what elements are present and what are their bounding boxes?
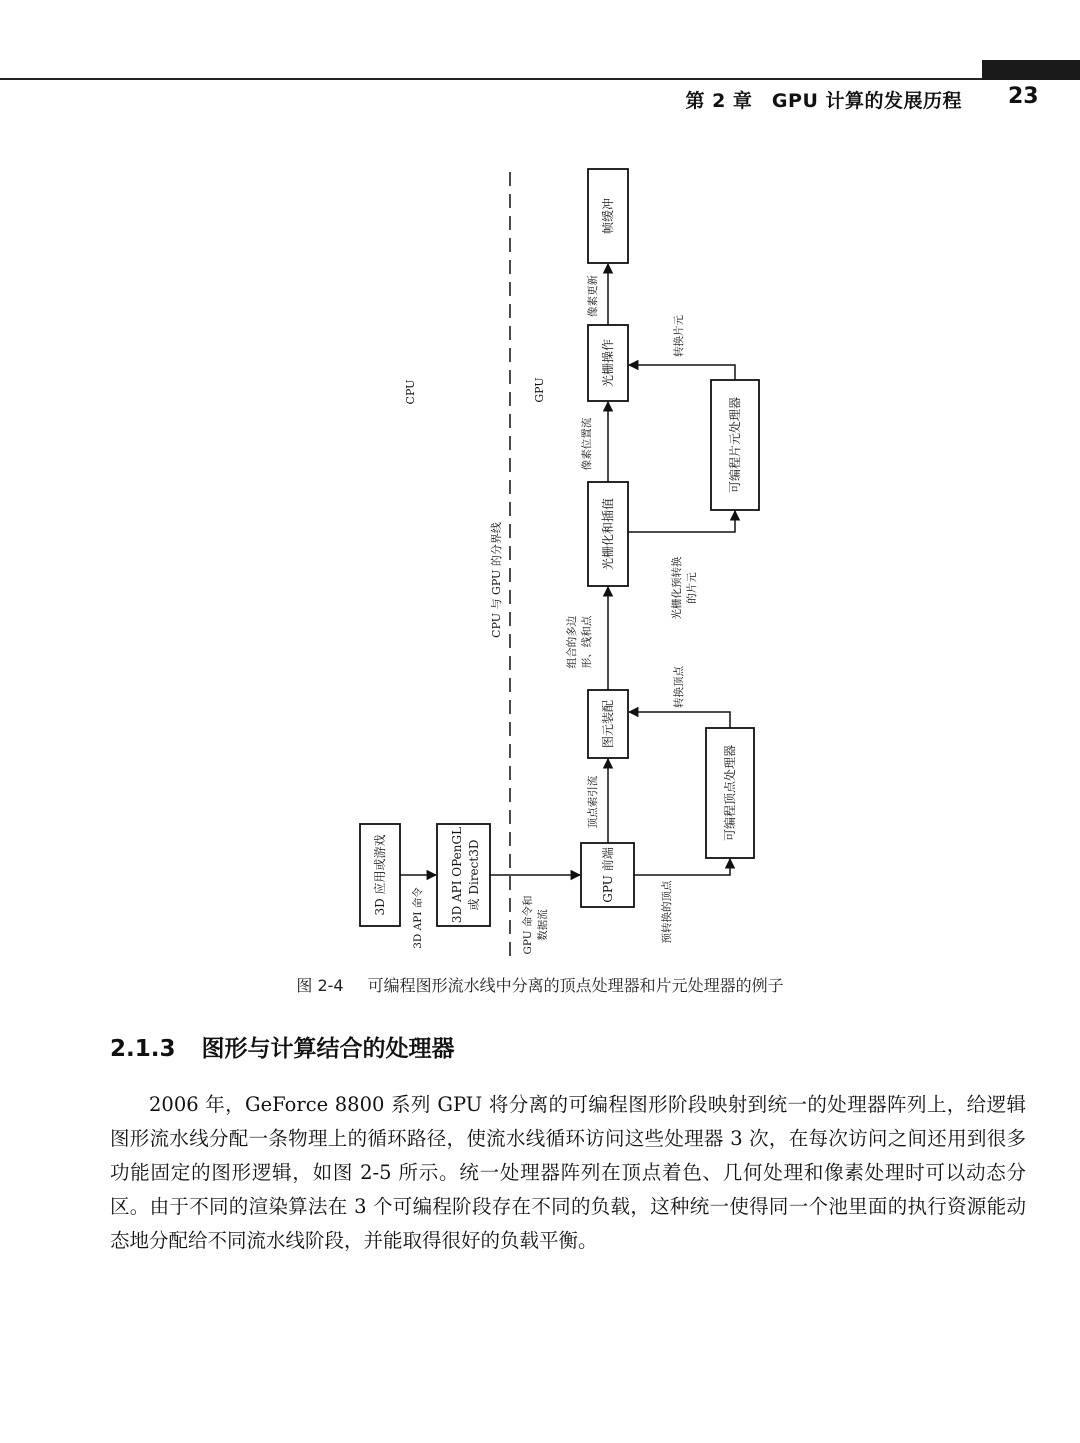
body-paragraph: 2006 年，GeForce 8800 系列 GPU 将分离的可编程图形阶段映射到统一的处理器阵列上，给逻辑图形流水线分配一条物理上的循环路径，使流水线循环访问这些处理器 3 次，在每次访问之间还用到很多功能固定的图形逻辑，如图 2-5 所示。统一处理器阵列在顶点着色、几何处理和像素处理时可以动态分区。由于不同的渲染算法在 3 个可编程阶段存在不同的负载，这种统一使得同一个池里面的执行资源能动态地分配给不同流水线阶段，并能取得很好的负载平衡。 — [110, 1093, 1026, 1252]
edge-label-api-command: 3D API 命令 — [412, 887, 424, 949]
edge-label-gpu-command-2: 数据流 — [537, 909, 549, 941]
edge-label-transformed-vertex: 转换顶点 — [673, 666, 685, 708]
fragment-processor-label: 可编程片元处理器 — [728, 396, 742, 494]
primitive-assembly-label: 图元装配 — [601, 699, 615, 749]
arrow-rasterization-to-fragment-processor — [628, 511, 735, 532]
raster-operations-label: 光栅操作 — [601, 338, 615, 388]
app-box-label: 3D 应用或游戏 — [373, 834, 387, 916]
framebuffer-label: 帧缓冲 — [601, 197, 615, 235]
arrow-front-end-to-vertex-processor — [634, 859, 730, 875]
running-header: 第 2 章 GPU 计算的发展历程 — [685, 90, 962, 112]
page-number: 23 — [1008, 84, 1039, 109]
edge-label-pre-fragment-2: 的片元 — [686, 572, 698, 604]
figure-caption — [0, 973, 1080, 996]
section-number: 2.1.3 — [110, 1036, 176, 1062]
edge-label-transformed-fragment: 转换片元 — [673, 315, 685, 357]
section-title: 图形与计算结合的处理器 — [201, 1036, 455, 1062]
arrow-fragment-processor-to-raster-operations — [629, 365, 735, 380]
boundary-label: CPU 与 GPU 的分界线 — [490, 522, 503, 638]
edge-label-pixel-update: 像素更新 — [587, 275, 599, 317]
api-box-label-1: 3D API OPenGL — [450, 826, 464, 924]
edge-label-pixel-position: 像素位置流 — [581, 417, 593, 471]
cpu-label: CPU — [404, 379, 417, 405]
edge-label-assembled-2: 形、线和点 — [581, 615, 593, 669]
vertex-processor-label: 可编程顶点处理器 — [723, 744, 737, 842]
edge-label-gpu-command-1: GPU 命令和 — [522, 895, 534, 955]
arrow-vertex-processor-to-assembly — [629, 712, 730, 728]
figure-caption-text: 可编程图形流水线中分离的顶点处理器和片元处理器的例子 — [367, 976, 784, 995]
gpu-label: GPU — [533, 377, 546, 403]
rasterization-label: 光栅化和插值 — [601, 497, 615, 571]
edge-label-vertex-index: 顶点索引流 — [587, 775, 599, 829]
figure-number: 图 2-4 — [296, 976, 344, 995]
edge-label-pre-vertex: 预转换的顶点 — [661, 880, 673, 944]
edge-label-pre-fragment-1: 光栅化预转换 — [671, 556, 683, 620]
section-heading — [110, 1030, 455, 1063]
api-box-label-2: 或 Direct3D — [467, 839, 481, 911]
edge-label-assembled-1: 组合的多边 — [566, 615, 578, 669]
gpu-front-end-label: GPU 前端 — [601, 847, 615, 903]
